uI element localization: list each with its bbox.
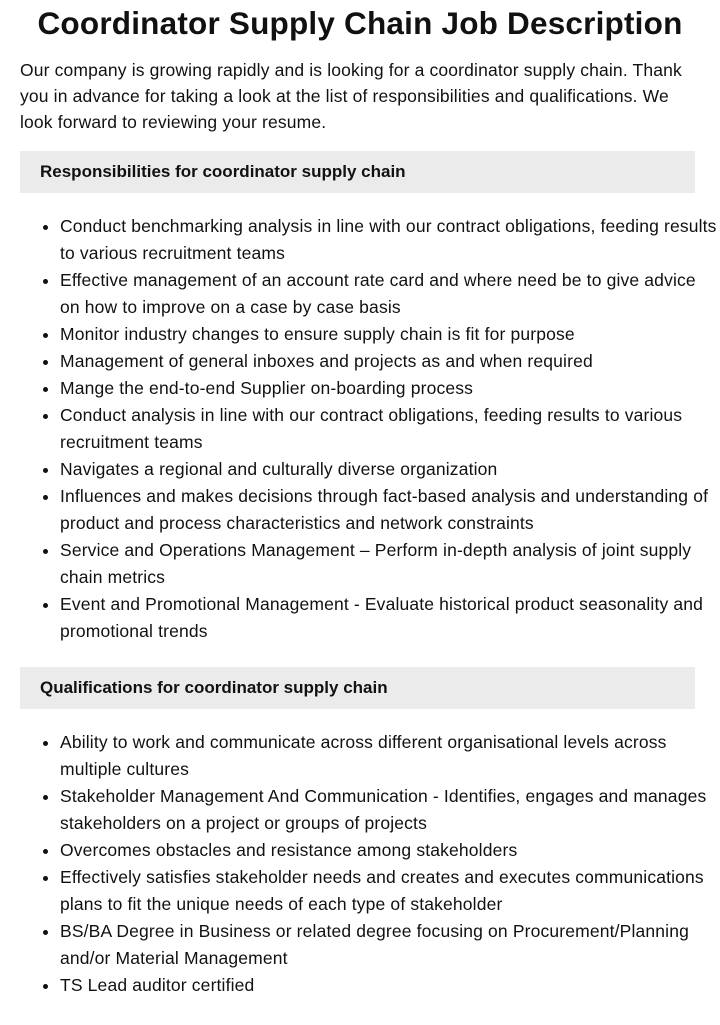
list-item: • Navigates a regional and culturally diverse organization — [60, 456, 720, 483]
list-item: • Effectively satisfies stakeholder needs and creates and executes communications plans to fit the unique needs of each type of stakeholder — [60, 864, 720, 918]
list-item: • Management of general inboxes and projects as and when required — [60, 348, 720, 375]
list-item: • Stakeholder Management And Communication - Identifies, engages and manages stakeholders on a project or groups of projects — [60, 783, 720, 837]
responsibilities-list — [0, 213, 720, 645]
list-item: • Event and Promotional Management - Evaluate historical product seasonality and promotional trends — [60, 591, 720, 645]
list-item: • TS Lead auditor certified — [60, 972, 720, 999]
list-item: • Service and Operations Management – Perform in-depth analysis of joint supply chain metrics — [60, 537, 720, 591]
list-item: • Overcomes obstacles and resistance among stakeholders — [60, 837, 720, 864]
qualifications-heading: Qualifications for coordinator supply chain — [20, 667, 695, 709]
list-item: • Mange the end-to-end Supplier on-boarding process — [60, 375, 720, 402]
list-item: • Monitor industry changes to ensure supply chain is fit for purpose — [60, 321, 720, 348]
list-item: • Conduct benchmarking analysis in line with our contract obligations, feeding results to various recruitment teams — [60, 213, 720, 267]
qualifications-list — [0, 729, 720, 999]
list-item: • BS/BA Degree in Business or related degree focusing on Procurement/Planning and/or Material Management — [60, 918, 720, 972]
responsibilities-heading: Responsibilities for coordinator supply chain — [20, 151, 695, 193]
page-title: Coordinator Supply Chain Job Description — [37, 5, 683, 41]
intro-paragraph: Our company is growing rapidly and is looking for a coordinator supply chain. Thank you in advance for taking a look at the list of responsibilities and qualifications. We look forward to reviewing your resume. — [20, 60, 682, 132]
list-item: • Effective management of an account rate card and where need be to give advice on how to improve on a case by case basis — [60, 267, 720, 321]
list-item: • Influences and makes decisions through fact-based analysis and understanding of product and process characteristics and network constraints — [60, 483, 720, 537]
list-item: • Ability to work and communicate across different organisational levels across multiple cultures — [60, 729, 720, 783]
list-item: • Conduct analysis in line with our contract obligations, feeding results to various recruitment teams — [60, 402, 720, 456]
